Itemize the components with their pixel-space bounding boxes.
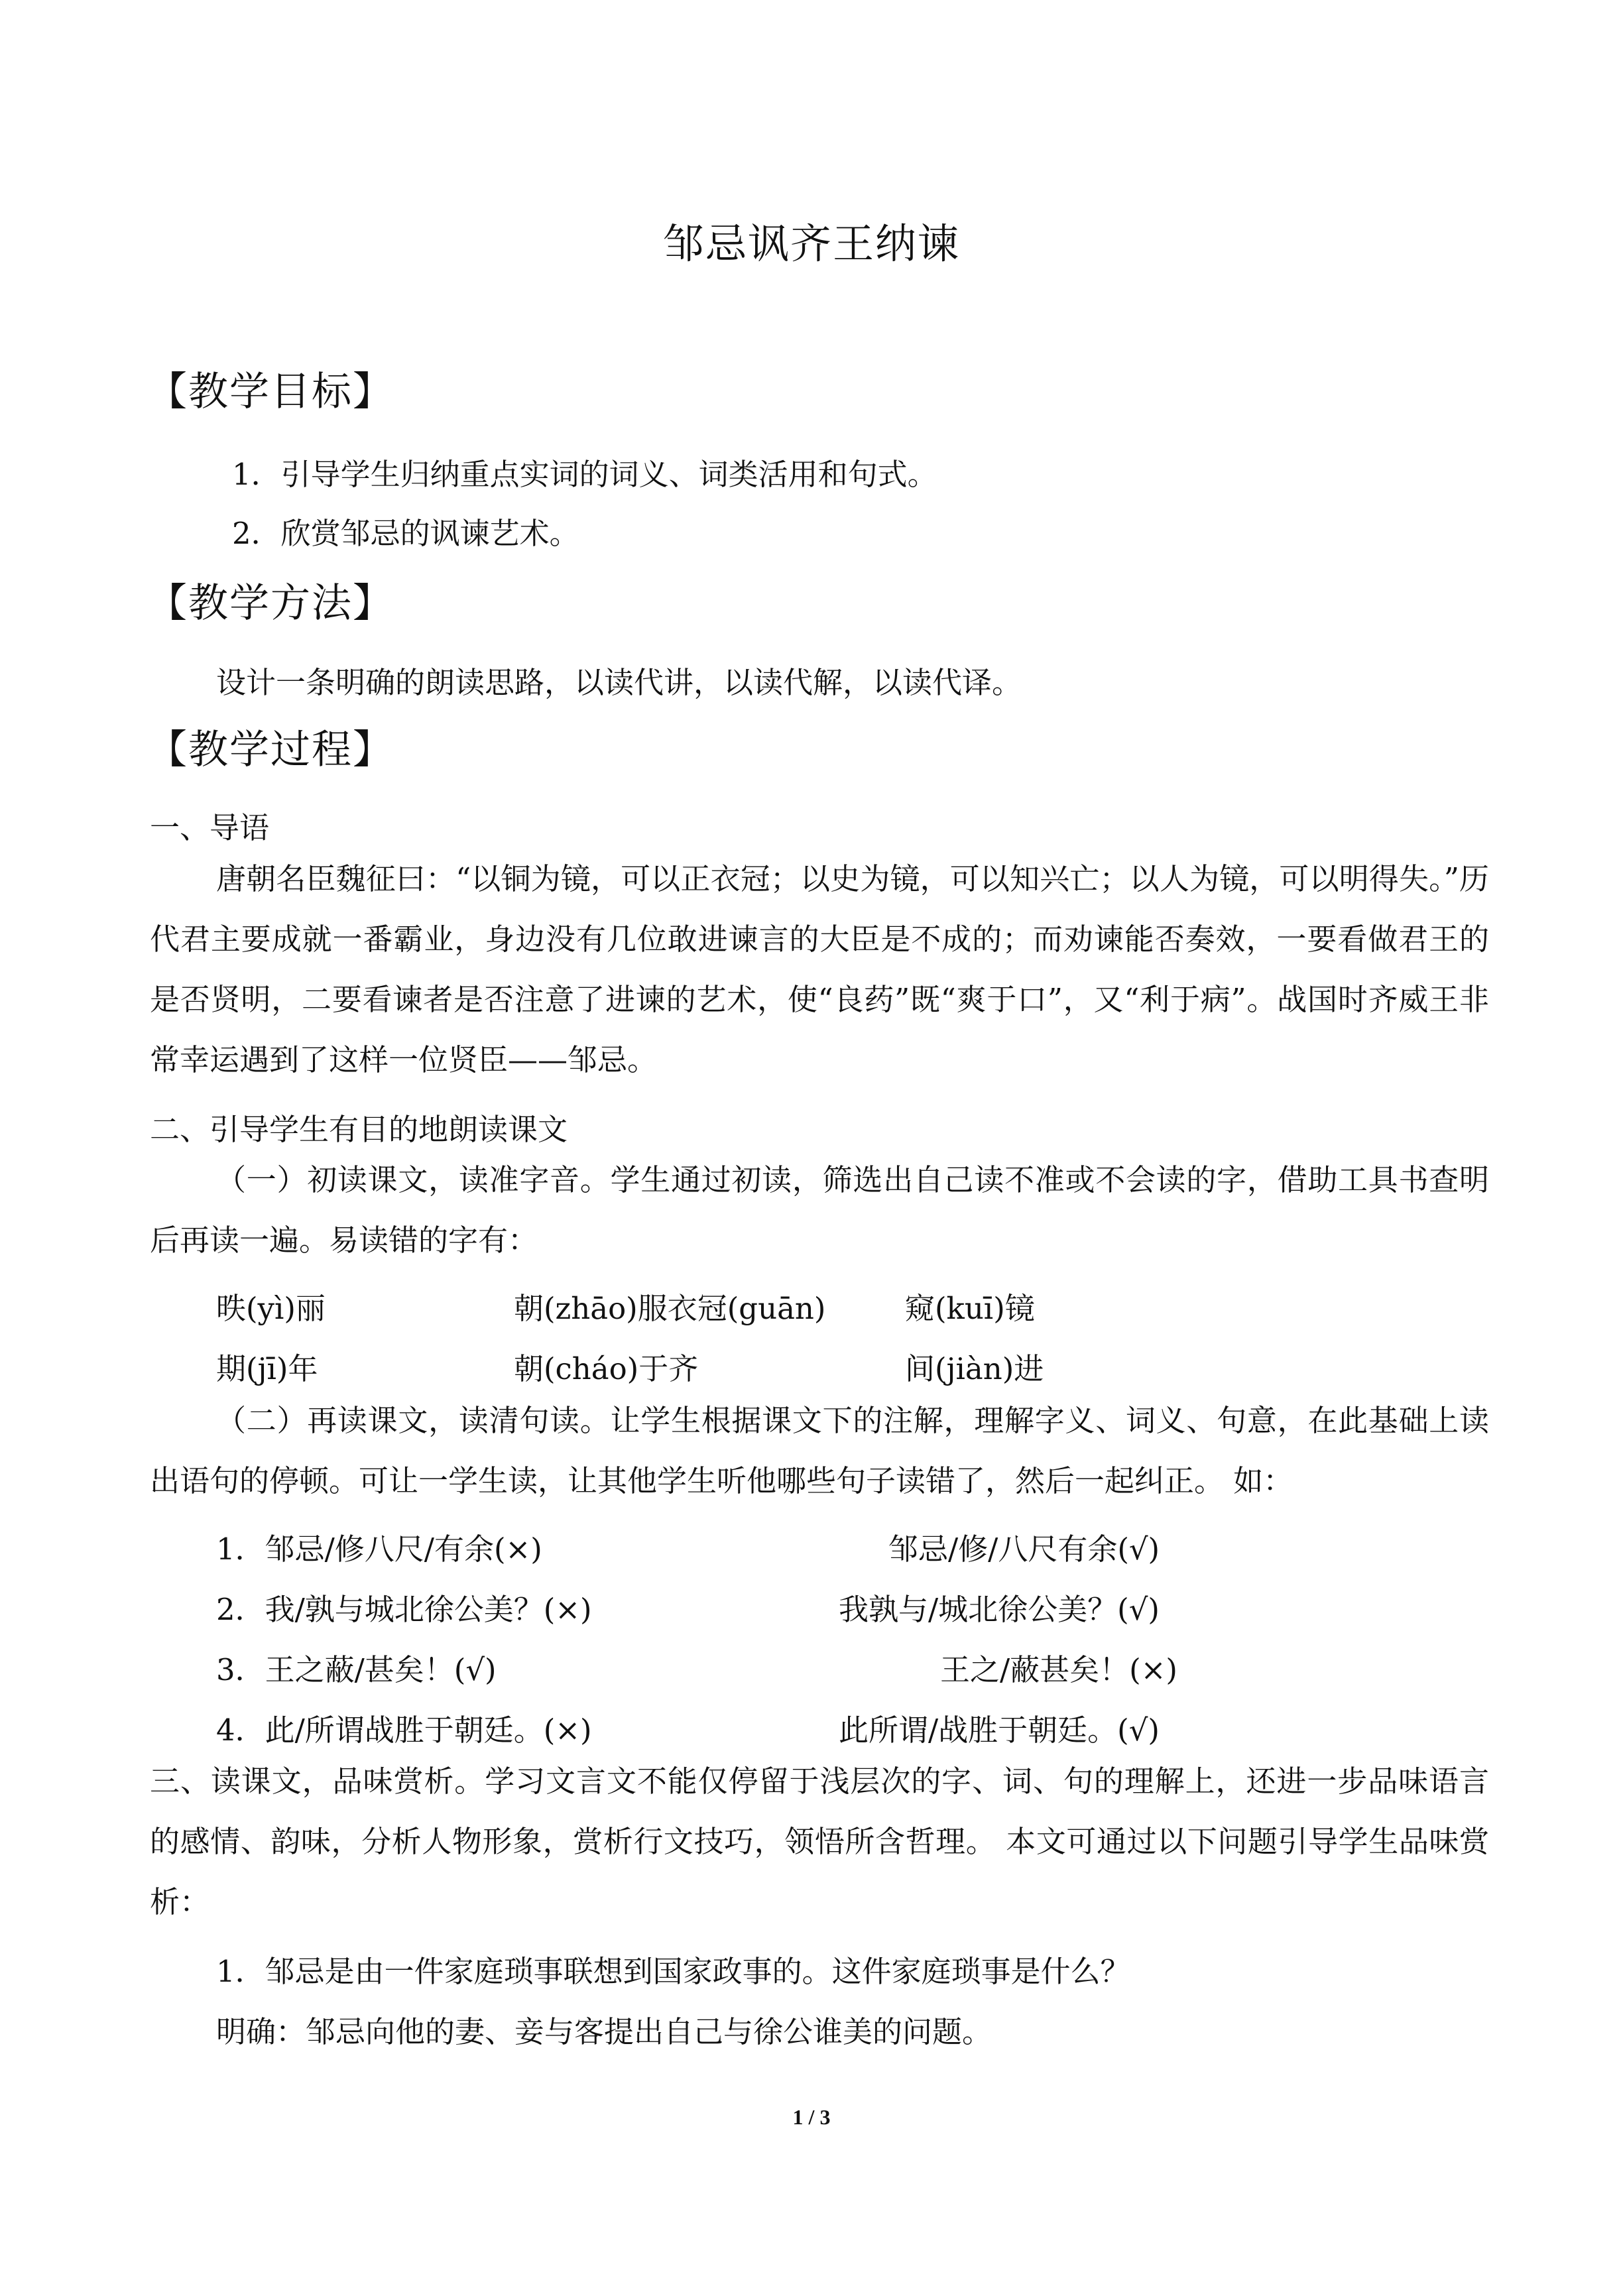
question-1: 1．邹忌是由一件家庭琐事联想到国家政事的。这件家庭琐事是什么？ [216,1954,1130,1989]
pronunciation-item: 窥(kuī)镜 [905,1291,1035,1326]
pause-wrong: 4．此/所谓战胜于朝廷。(×) [216,1713,592,1748]
part3-paragraph: 三、读课文，品味赏析。学习文言文不能仅停留于浅层次的字、词、句的理解上，还进一步品味语言的感情、韵味，分析人物形象，赏析行文技巧，领悟所含哲理。 本文可通过以下问题引导学生品味赏析： [150,1764,1489,1919]
goal-item: 1．引导学生归纳重点实词的词义、词类活用和句式。 [232,457,937,492]
goal-item: 2．欣赏邹忌的讽谏艺术。 [232,516,579,551]
part1-title: 一、导语 [150,810,270,845]
pronunciation-item: 间(jiàn)进 [905,1351,1044,1386]
goals-heading: 【教学目标】 [147,369,394,415]
part2-title: 二、引导学生有目的地朗读课文 [150,1112,568,1147]
pronunciation-item: 朝(cháo)于齐 [514,1351,699,1386]
pronunciation-item: 昳(yì)丽 [216,1291,326,1326]
pause-wrong: 王之/蔽甚矣！(×) [940,1652,1177,1687]
part2-sub2-paragraph: （二）再读课文，读清句读。让学生根据课文下的注解，理解字义、词义、句意，在此基础上读出语句的停顿。可让一学生读，让其他学生听他哪些句子读错了，然后一起纠正。 如： [150,1403,1489,1498]
pause-right: 3．王之蔽/甚矣！(√) [216,1652,497,1687]
pronunciation-item: 期(jī)年 [216,1351,318,1386]
pause-right: 我孰与/城北徐公美？(√) [839,1592,1160,1627]
method-text: 设计一条明确的朗读思路，以读代讲，以读代解，以读代译。 [216,665,1022,700]
part2-sub1-paragraph: （一）初读课文，读准字音。学生通过初读，筛选出自己读不准或不会读的字，借助工具书查明后再读一遍。易读错的字有： [150,1162,1489,1258]
page-title: 邹忌讽齐王纳谏 [662,219,960,268]
process-heading: 【教学过程】 [147,727,394,773]
page-number: 1 / 3 [792,2105,831,2129]
pause-wrong: 1．邹忌/修八尺/有余(×) [216,1532,542,1567]
pause-right: 此所谓/战胜于朝廷。(√) [839,1713,1160,1748]
method-heading: 【教学方法】 [147,580,394,627]
pronunciation-item: 朝(zhāo)服衣冠(guān) [514,1291,826,1326]
pause-right: 邹忌/修/八尺有余(√) [888,1532,1160,1567]
part1-paragraph: 唐朝名臣魏征曰：“以铜为镜，可以正衣冠；以史为镜，可以知兴亡；以人为镜，可以明得失。”历代君主要成就一番霸业，身边没有几位敢进谏言的大臣是不成的；而劝谏能否奏效，一要看做君王的是否贤明，二要看谏者是否注意了进谏的艺术，使“良药”既“爽于口”，又“利于病”。战国时齐威王非常幸运遇到了这样一位贤臣——邹忌。 [150,861,1489,1077]
answer-1: 明确：邹忌向他的妻、妾与客提出自己与徐公谁美的问题。 [216,2014,992,2049]
pause-wrong: 2．我/孰与城北徐公美？(×) [216,1592,592,1627]
